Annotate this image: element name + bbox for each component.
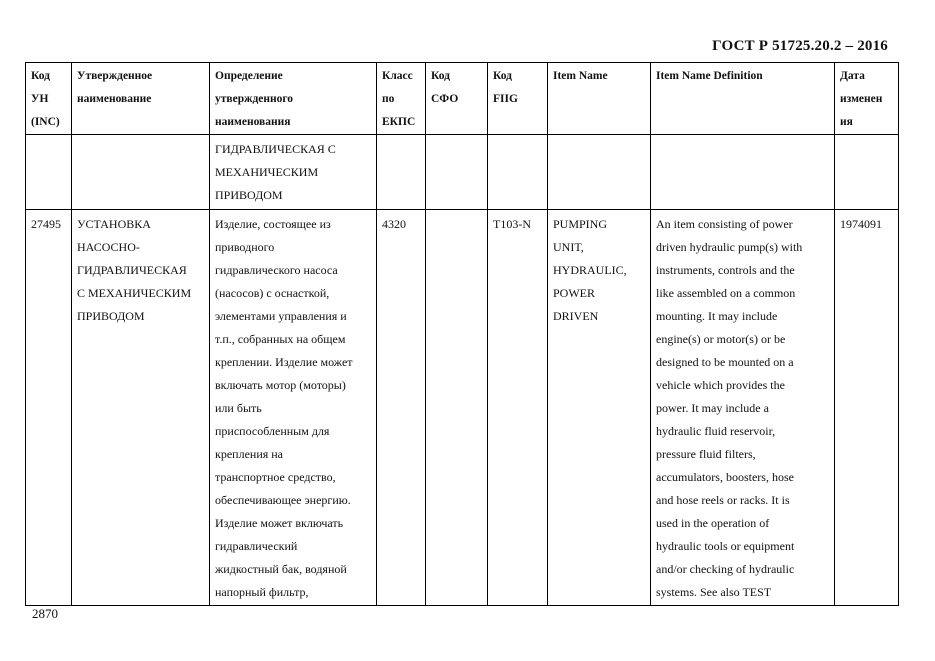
standard-designation: ГОСТ Р 51725.20.2 – 2016 [712,38,888,54]
cell-item-name [548,135,651,210]
page-number: 2870 [32,606,58,621]
table-row [26,135,899,210]
cell-definition: Изделие, состоящее из приводного гидравлического насоса (насосов) с оснасткой, элементами управления и т.п., собранных на общем креплении. Изделие может включать мотор (моторы) или быть приспособленным для крепления на транспортное средство, обеспечивающее энергию. Изделие может включать гидравлический жидкостный бак, водяной напорный фильтр, [210,210,377,606]
cell-sfo [426,210,488,606]
cell-inc [26,135,72,210]
cell-item-definition: An item consisting of power driven hydraulic pump(s) with instruments, controls and the like assembled on a common mounting. It may include engine(s) or motor(s) or be designed to be mounted on a vehicle which provides the power. It may include a hydraulic fluid reservoir, pressure fluid filters, accumulators, boosters, hose and hose reels or racks. It is used in the operation of hydraulic tools or equipment and/or checking of hydraulic systems. See also TEST [651,210,835,606]
cell-inc: 27495 [26,210,72,606]
column-header-approved-name: Утвержденное наименование [72,63,210,135]
cell-class [377,135,426,210]
nomenclature-table [25,62,899,606]
column-header-sfo: Код СФО [426,63,488,135]
column-header-class: Класс по ЕКПС [377,63,426,135]
column-header-change-date: Дата изменен ия [835,63,899,135]
cell-approved-name [72,135,210,210]
cell-change-date [835,135,899,210]
cell-item-name: PUMPING UNIT, HYDRAULIC, POWER DRIVEN [548,210,651,606]
column-header-definition: Определение утвержденного наименования [210,63,377,135]
column-header-item-name-definition: Item Name Definition [651,63,835,135]
cell-approved-name: УСТАНОВКА НАСОСНО- ГИДРАВЛИЧЕСКАЯ С МЕХАНИЧЕСКИМ ПРИВОДОМ [72,210,210,606]
cell-item-definition [651,135,835,210]
column-header-item-name: Item Name [548,63,651,135]
cell-change-date: 1974091 [835,210,899,606]
column-header-inc: Код УН (INC) [26,63,72,135]
cell-fiig: T103-N [488,210,548,606]
column-header-fiig: Код FIIG [488,63,548,135]
table-header-row [26,63,899,135]
cell-sfo [426,135,488,210]
cell-definition: ГИДРАВЛИЧЕСКАЯ С МЕХАНИЧЕСКИМ ПРИВОДОМ [210,135,377,210]
cell-fiig [488,135,548,210]
cell-class: 4320 [377,210,426,606]
table-row [26,210,899,606]
